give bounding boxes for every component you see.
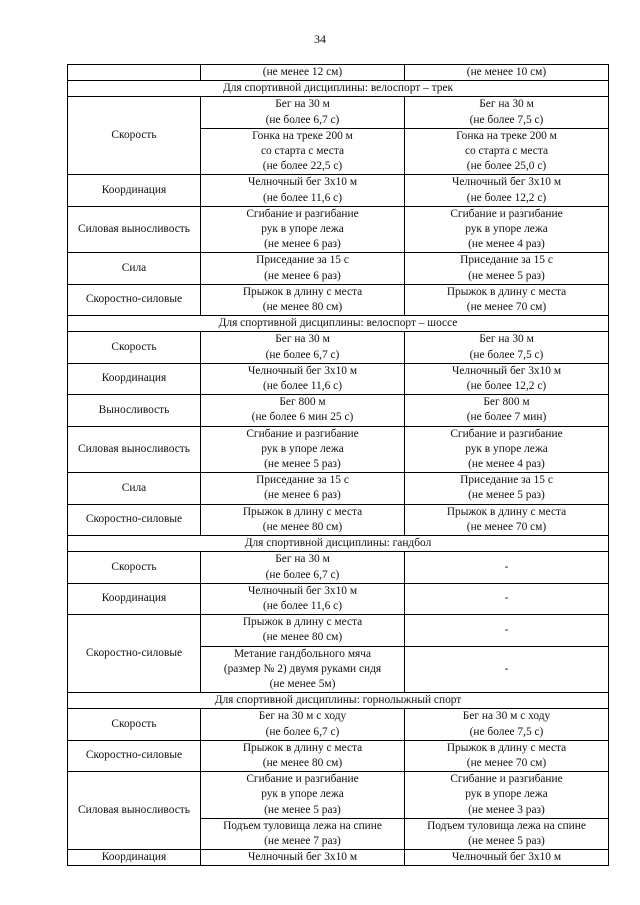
cell-line: (не менее 7 раз) [264, 834, 341, 847]
standard-boys-cell [201, 646, 405, 693]
cell-line: Бег 800 м [279, 396, 326, 409]
standard-girls-cell [405, 426, 609, 473]
standard-boys-cell [201, 128, 405, 175]
cell-line: (не более 11,6 с) [263, 380, 342, 393]
table-row [68, 504, 609, 535]
section-title: Для спортивной дисциплины: горнолыжный спорт [68, 693, 609, 709]
standard-girls-cell [405, 772, 609, 819]
section-title: Для спортивной дисциплины: гандбол [68, 536, 609, 552]
cell-line: Челночный бег 3х10 м [451, 176, 562, 189]
quality-cell: Скоростно-силовые [68, 740, 201, 771]
cell-line: - [504, 560, 509, 573]
standard-girls-cell [405, 818, 609, 849]
standard-girls-cell [405, 175, 609, 206]
cell-line: - [504, 662, 509, 675]
cell-line: (не менее 80 см) [262, 756, 343, 769]
table-row [68, 772, 609, 819]
cell-line: Приседание за 15 с [460, 474, 553, 487]
cell-line: (не менее 80 см) [262, 301, 343, 314]
cell-line: Бег на 30 м [275, 553, 330, 566]
section-header-row [68, 81, 609, 97]
standard-boys-cell [201, 426, 405, 473]
standards-table [67, 64, 609, 866]
quality-cell: Сила [68, 253, 201, 284]
cell-line: Сгибание и разгибание [450, 207, 563, 220]
cell-line: Бег на 30 м с ходу [462, 710, 551, 723]
standard-girls-cell [405, 363, 609, 394]
cell-line: Прыжок в длину с места [446, 741, 567, 754]
cell-line: рук в упоре лежа [465, 788, 548, 801]
cell-line: Подъем туловища лежа на спине [427, 819, 586, 832]
table-row [68, 97, 609, 128]
cell-line: (не менее 5 раз) [468, 269, 545, 282]
cell-line: (не более 6,7 с) [265, 348, 340, 361]
cell-line: рук в упоре лежа [261, 442, 344, 455]
quality-cell: Силовая выносливость [68, 206, 201, 253]
cell-line: Бег на 30 м [275, 333, 330, 346]
cell-line: Прыжок в длину с места [446, 505, 567, 518]
cell-line: Приседание за 15 с [256, 254, 349, 267]
standard-boys-cell [201, 175, 405, 206]
section-title: Для спортивной дисциплины: велоспорт – трек [68, 81, 609, 97]
cell-line: (не менее 70 см) [466, 520, 547, 533]
table-cell [68, 65, 201, 81]
standard-boys-cell [201, 206, 405, 253]
quality-cell: Скорость [68, 709, 201, 740]
standard-girls-cell [405, 583, 609, 614]
cell-line: Прыжок в длину с места [446, 285, 567, 298]
standard-boys-cell [201, 473, 405, 504]
quality-cell: Скорость [68, 332, 201, 363]
cell-line: (не менее 70 см) [466, 301, 547, 314]
standard-girls-cell [405, 97, 609, 128]
table-row [68, 850, 609, 866]
cell-line: Подъем туловища лежа на спине [223, 819, 382, 832]
table-row [68, 284, 609, 315]
standards-table-body [68, 65, 609, 866]
standard-girls-cell [405, 253, 609, 284]
quality-cell: Скорость [68, 552, 201, 583]
standard-girls-cell [405, 646, 609, 693]
cell-line: рук в упоре лежа [465, 223, 548, 236]
cell-line: (не менее 5 раз) [264, 458, 341, 471]
standard-girls-cell [405, 128, 609, 175]
cell-line: со старта с места [464, 145, 549, 158]
table-row [68, 332, 609, 363]
cell-line: Гонка на треке 200 м [456, 129, 557, 142]
cell-line: рук в упоре лежа [261, 223, 344, 236]
quality-cell: Скорость [68, 97, 201, 175]
standard-boys-cell [201, 97, 405, 128]
cell-line: (не более 6,7 с) [265, 113, 340, 126]
table-row [68, 583, 609, 614]
table-row [68, 709, 609, 740]
cell-line: (не менее 80 см) [262, 631, 343, 644]
table-row [68, 740, 609, 771]
cell-line: Приседание за 15 с [256, 474, 349, 487]
cell-line: Сгибание и разгибание [450, 427, 563, 440]
cell-line: (не менее 4 раз) [468, 238, 545, 251]
standard-boys-cell [201, 818, 405, 849]
standard-boys-cell [201, 253, 405, 284]
cell-line: (не более 6,7 с) [265, 725, 340, 738]
cell-line: (не менее 5м) [269, 677, 336, 690]
table-row [68, 615, 609, 646]
quality-cell: Силовая выносливость [68, 772, 201, 850]
quality-cell: Скоростно-силовые [68, 284, 201, 315]
cell-line: (не менее 80 см) [262, 520, 343, 533]
cell-line: Сгибание и разгибание [246, 427, 359, 440]
cell-line: (не менее 5 раз) [468, 834, 545, 847]
standard-girls-cell [405, 395, 609, 426]
cell-line: (не менее 5 раз) [264, 803, 341, 816]
table-row [68, 363, 609, 394]
standard-boys-cell [201, 850, 405, 866]
standard-boys-cell [201, 583, 405, 614]
cell-line: Прыжок в длину с места [242, 285, 363, 298]
cell-line: Прыжок в длину с места [242, 505, 363, 518]
quality-cell: Силовая выносливость [68, 426, 201, 473]
quality-cell: Координация [68, 850, 201, 866]
cell-line: Сгибание и разгибание [246, 207, 359, 220]
cell-line: (не более 7,5 с) [469, 348, 544, 361]
standard-boys-cell [201, 395, 405, 426]
cell-line: Бег на 30 м с ходу [258, 710, 347, 723]
cell-line: (не менее 6 раз) [264, 238, 341, 251]
cell-line: (не более 6,7 с) [265, 568, 340, 581]
cell-line: (не менее 6 раз) [264, 269, 341, 282]
cell-line: рук в упоре лежа [465, 442, 548, 455]
cell-line: Челночный бег 3х10 м [451, 364, 562, 377]
table-row [68, 253, 609, 284]
cell-line: Метание гандбольного мяча [233, 647, 372, 660]
standard-girls-cell [405, 850, 609, 866]
cell-line: со старта с места [260, 145, 345, 158]
cell-line: Прыжок в длину с места [242, 741, 363, 754]
standard-boys-cell [201, 615, 405, 646]
standard-boys-cell [201, 363, 405, 394]
quality-cell: Скоростно-силовые [68, 504, 201, 535]
quality-cell: Координация [68, 175, 201, 206]
table-row [68, 473, 609, 504]
quality-cell: Координация [68, 363, 201, 394]
cell-line: (не менее 5 раз) [468, 489, 545, 502]
standard-girls-cell [405, 552, 609, 583]
section-header-row [68, 536, 609, 552]
cell-line: Сгибание и разгибание [246, 773, 359, 786]
cell-line: (размер № 2) двумя руками сидя [223, 662, 382, 675]
cell-line: Бег 800 м [483, 396, 530, 409]
standard-boys-cell [201, 332, 405, 363]
standard-girls-cell [405, 740, 609, 771]
cell-line: (не более 22,5 с) [262, 160, 343, 173]
cell-line: Бег на 30 м [479, 333, 534, 346]
standard-girls-cell [405, 504, 609, 535]
standard-girls-cell [405, 709, 609, 740]
cell-line: (не более 11,6 с) [263, 599, 342, 612]
standard-boys-cell [201, 552, 405, 583]
cell-line: (не менее 3 раз) [468, 803, 545, 816]
table-cell: (не менее 12 см) [201, 65, 405, 81]
standard-girls-cell [405, 473, 609, 504]
standard-boys-cell [201, 772, 405, 819]
quality-cell: Скоростно-силовые [68, 615, 201, 693]
cell-line: (не менее 6 раз) [264, 489, 341, 502]
section-title: Для спортивной дисциплины: велоспорт – шоссе [68, 316, 609, 332]
cell-line: (не более 12,2 с) [466, 380, 547, 393]
cell-line: Приседание за 15 с [460, 254, 553, 267]
cell-line: Гонка на треке 200 м [252, 129, 353, 142]
cell-line: (не более 25,0 с) [466, 160, 547, 173]
cell-line: (не менее 70 см) [466, 756, 547, 769]
cell-line: Челночный бег 3х10 м [247, 176, 358, 189]
cell-line: рук в упоре лежа [261, 788, 344, 801]
cell-line: - [504, 623, 509, 636]
cell-line: Челночный бег 3х10 м [247, 584, 358, 597]
cell-line: (не менее 4 раз) [468, 458, 545, 471]
cell-line: Сгибание и разгибание [450, 773, 563, 786]
page-number: 34 [314, 32, 326, 46]
standard-girls-cell [405, 206, 609, 253]
standard-girls-cell [405, 615, 609, 646]
quality-cell: Сила [68, 473, 201, 504]
standard-boys-cell [201, 709, 405, 740]
section-header-row [68, 316, 609, 332]
cell-line: Прыжок в длину с места [242, 616, 363, 629]
standard-boys-cell [201, 504, 405, 535]
table-row [68, 65, 609, 81]
table-cell: (не менее 10 см) [405, 65, 609, 81]
cell-line: Челночный бег 3х10 м [247, 364, 358, 377]
quality-cell: Выносливость [68, 395, 201, 426]
table-row [68, 395, 609, 426]
table-row [68, 552, 609, 583]
cell-line: (не более 7,5 с) [469, 725, 544, 738]
cell-line: Челночный бег 3х10 м [451, 851, 562, 864]
cell-line: (не более 6 мин 25 с) [251, 411, 354, 424]
standard-boys-cell [201, 284, 405, 315]
cell-line: Бег на 30 м [275, 98, 330, 111]
standard-girls-cell [405, 332, 609, 363]
cell-line: (не более 12,2 с) [466, 191, 547, 204]
standard-boys-cell [201, 740, 405, 771]
table-row [68, 426, 609, 473]
cell-line: (не более 11,6 с) [263, 191, 342, 204]
cell-line: Бег на 30 м [479, 98, 534, 111]
cell-line: (не более 7,5 с) [469, 113, 544, 126]
quality-cell: Координация [68, 583, 201, 614]
cell-line: (не более 7 мин) [466, 411, 547, 424]
cell-line: - [504, 592, 509, 605]
standard-girls-cell [405, 284, 609, 315]
cell-line: Челночный бег 3х10 м [247, 851, 358, 864]
table-row [68, 175, 609, 206]
section-header-row [68, 693, 609, 709]
table-row [68, 206, 609, 253]
